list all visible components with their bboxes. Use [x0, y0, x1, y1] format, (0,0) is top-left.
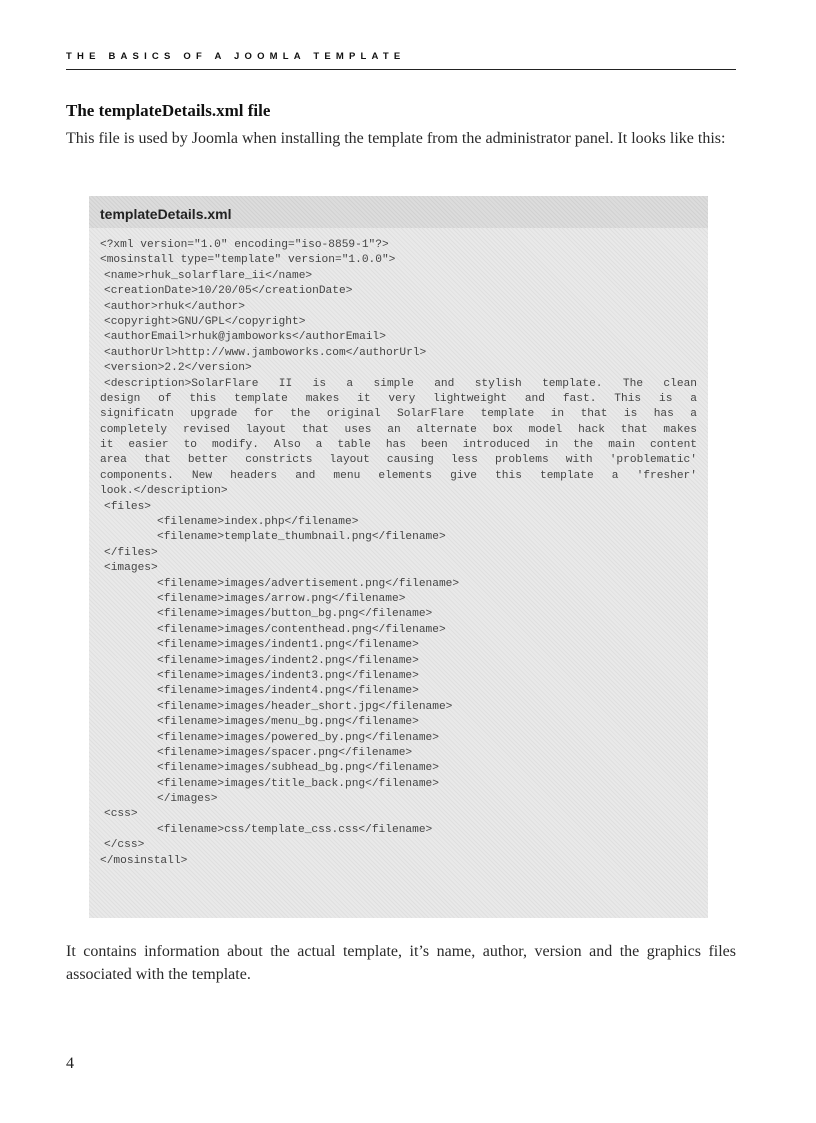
- code-line: it easier to modify. Also a table has been introduced in the main content: [100, 439, 697, 452]
- code-line: </images>: [157, 793, 218, 806]
- section-heading: The templateDetails.xml file: [66, 101, 271, 120]
- code-line: <authorUrl>http://www.jamboworks.com</authorUrl>: [104, 346, 427, 359]
- code-line: <author>rhuk</author>: [104, 300, 245, 313]
- code-line: <name>rhuk_solarflare_ii</name>: [104, 269, 313, 282]
- code-line: <filename>images/menu_bg.png</filename>: [157, 716, 419, 729]
- code-body: [89, 238, 708, 869]
- closing-paragraph: It contains information about the actual template, it’s name, author, version and the graphics files associated with the template.: [66, 943, 736, 983]
- code-line: <authorEmail>rhuk@jamboworks</authorEmail>: [104, 331, 386, 344]
- header-rule: [66, 69, 736, 70]
- code-line: <filename>images/powered_by.png</filename>: [157, 731, 439, 744]
- code-line: </files>: [104, 546, 158, 559]
- code-line: <filename>images/indent3.png</filename>: [157, 669, 419, 682]
- code-line: <?xml version="1.0" encoding="iso-8859-1"?>: [100, 239, 389, 251]
- code-line: <version>2.2</version>: [104, 362, 252, 375]
- code-line: <filename>images/arrow.png</filename>: [157, 592, 406, 605]
- code-line: completely revised layout that uses an alternate box model hack that makes: [100, 423, 697, 436]
- page-number: 4: [66, 1055, 74, 1072]
- code-line: <files>: [104, 500, 151, 513]
- code-line: area that better constricts layout causing less problems with 'problematic': [100, 454, 697, 467]
- code-line: look.</description>: [100, 485, 228, 498]
- code-line: <filename>images/spacer.png</filename>: [157, 746, 413, 759]
- code-title-bar: [89, 196, 708, 228]
- code-line: design of this template makes it very lightweight and fast. This is a: [100, 392, 697, 405]
- code-line: <filename>images/contenthead.png</filename>: [157, 623, 446, 636]
- code-listing-title: templateDetails.xml: [100, 206, 232, 222]
- code-line: <mosinstall type="template" version="1.0.0">: [100, 254, 396, 267]
- code-line: <filename>images/advertisement.png</filename>: [157, 577, 460, 590]
- code-line: </css>: [104, 839, 145, 852]
- code-line: significatn upgrade for the original SolarFlare template in that is has a: [100, 408, 697, 421]
- code-line: <copyright>GNU/GPL</copyright>: [104, 315, 306, 328]
- code-line: <filename>images/title_back.png</filename>: [157, 777, 439, 790]
- code-line: <filename>images/indent2.png</filename>: [157, 654, 419, 667]
- code-line: </mosinstall>: [100, 854, 188, 867]
- code-line: components. New headers and menu elements give this template a 'fresher': [100, 469, 697, 482]
- code-line: <filename>images/indent4.png</filename>: [157, 685, 419, 698]
- code-line: <description>SolarFlare II is a simple and stylish template. The clean: [104, 377, 697, 390]
- code-line: <filename>template_thumbnail.png</filename>: [157, 531, 446, 544]
- code-line: <filename>index.php</filename>: [157, 516, 359, 529]
- intro-paragraph: This file is used by Joomla when installing the template from the administrator panel. It looks like this:: [66, 130, 726, 147]
- code-line: <filename>images/indent1.png</filename>: [157, 639, 419, 652]
- code-listing: [89, 196, 708, 918]
- code-line: <images>: [104, 562, 158, 575]
- code-line: <css>: [104, 808, 138, 821]
- code-line: <filename>css/template_css.css</filename>: [157, 823, 433, 836]
- code-line: <filename>images/subhead_bg.png</filename>: [157, 762, 439, 775]
- running-header: THE BASICS OF A JOOMLA TEMPLATE: [66, 51, 406, 62]
- code-line: <filename>images/header_short.jpg</filename>: [157, 700, 453, 713]
- code-line: <filename>images/button_bg.png</filename>: [157, 608, 433, 621]
- code-line: <creationDate>10/20/05</creationDate>: [104, 285, 353, 298]
